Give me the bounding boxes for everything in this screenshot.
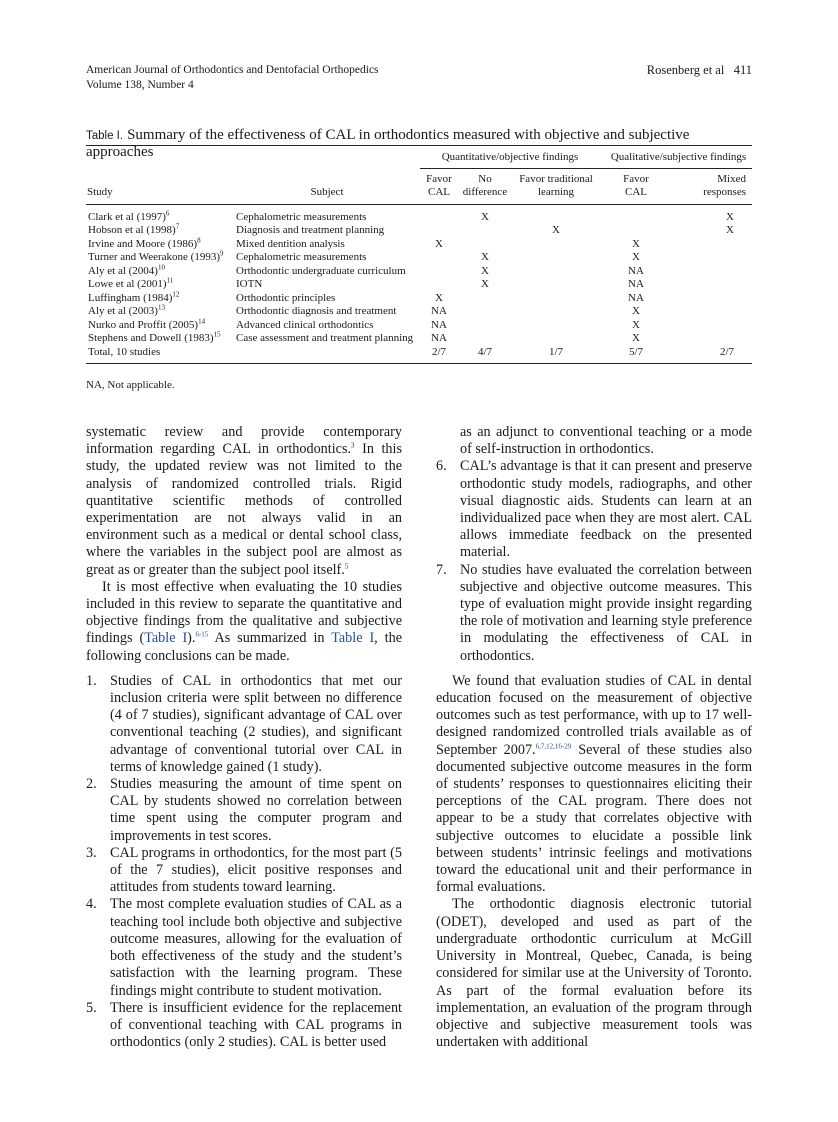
table-row [86, 251, 752, 265]
cell-study: Nurko and Proffit $(2005)^{14}$ [88, 316, 206, 331]
reference: 9 [220, 249, 224, 258]
group-header-quantitative: Quantitative/objective findings [420, 146, 600, 169]
cell-study: Lowe et al $(2001)^{11}$ [88, 276, 174, 290]
table-row [86, 238, 752, 252]
cell-subject: Advanced clinical orthodontics [236, 318, 374, 331]
cell-subject: Orthodontic undergraduate curriculum [236, 264, 406, 277]
list-number: 2. [86, 776, 97, 793]
cell-mixed [672, 251, 752, 265]
col-header-favor-traditional: Favor traditional learning [512, 168, 600, 204]
cell-mixed [672, 265, 752, 279]
table-title: Summary of the effectiveness of CAL in orthodontics measured with objective and subjective approaches [86, 127, 690, 160]
col-header-qual-favor-cal: Favor CAL [600, 168, 672, 204]
table-row [86, 265, 752, 279]
list-text: Studies measuring the amount of time spent on CAL by students showed no correlation between time spent using the computer program and improvements in test scores. [110, 776, 402, 844]
running-header-page [647, 63, 752, 78]
cell-mixed: X [726, 224, 734, 236]
list-text: CAL’s advantage is that it can present and preserve orthodontic study models, radiographs, and other visual diagnostic aids. Students can learn at an individualized pace when they are most alert. CAL allows immediate feedback on the presented material. [460, 458, 752, 561]
running-header-journal [86, 63, 379, 93]
cell-study: Hobson et al $(1998)^7$ [88, 222, 180, 236]
group-header-qualitative: Qualitative/subjective findings [600, 146, 752, 169]
cell-subject: Orthodontic principles [236, 291, 336, 304]
list-text: No studies have evaluated the correlation between subjective and objective outcome measures. This type of evaluation might provide insight regarding the role of motivation and learning style preference in modulating the effectiveness of CAL in orthodontics. [460, 561, 752, 664]
list-number: 4. [86, 896, 97, 913]
cell-study: Aly et al $(2003)^{13}$ [88, 303, 165, 317]
list-item [86, 1000, 402, 1052]
cell-study: Aly et al $(2004)^{10}$ [88, 262, 165, 277]
summary-table [86, 145, 752, 364]
cell-trad: X [552, 224, 560, 236]
cell-mixed [672, 238, 752, 252]
table-link[interactable]: Table I [331, 630, 375, 647]
cell-qfavor: X [632, 251, 640, 263]
list-text: There is insufficient evidence for the replacement of conventional teaching with CAL programs in orthodontics (only 2 studies). CAL is better used [110, 999, 402, 1051]
cell-qfavor: X [632, 332, 640, 344]
cell-qfavor: X [632, 318, 640, 331]
table-row [86, 292, 752, 306]
cell-mixed [672, 319, 752, 333]
cell-qfavor: NA [628, 291, 644, 304]
cell-nodiff [458, 224, 512, 238]
cell-mixed [672, 292, 752, 306]
col-header-mixed-responses: Mixed responses [672, 168, 752, 204]
cell-nodiff: 4/7 [458, 346, 512, 364]
table-row [86, 204, 752, 224]
col-header-favor-cal: Favor CAL [420, 168, 458, 204]
table-row [86, 278, 752, 292]
table-footnote: NA, Not applicable. [86, 379, 175, 391]
reference[interactable]: 6-15 [195, 630, 209, 639]
cell-nodiff: X [481, 251, 489, 263]
reference: 14 [198, 316, 206, 325]
cell-qfavor [600, 224, 672, 238]
reference: 5 [344, 561, 349, 570]
reference[interactable]: 6,7,12,16-29 [535, 741, 572, 750]
cell-favor: NA [431, 318, 447, 331]
cell-study: Turner and Weerakone $(1993)^9$ [88, 249, 224, 263]
cell-trad [512, 332, 600, 346]
table-link[interactable]: Table I [144, 630, 188, 647]
cell-nodiff: X [481, 264, 489, 277]
paragraph: It is most effective when evaluating the 10 studies included in this review to separate the quantitative and objective findings from the qualitative and subjective findings (Table I).$^{6-15}$ As summarized in Table I, the following conclusions can be made. [86, 578, 402, 664]
reference: 8 [197, 235, 201, 244]
cell-subject [234, 346, 420, 364]
list-number: 7. [436, 561, 447, 578]
cell-qfavor: NA [628, 278, 644, 290]
cell-favor [420, 265, 458, 279]
cell-trad [512, 319, 600, 333]
table-label: Table I. [86, 130, 124, 142]
cell-subject: IOTN [236, 278, 263, 290]
cell-mixed: X [726, 210, 734, 223]
cell-mixed [672, 332, 752, 346]
table-row [86, 305, 752, 319]
list-number: 1. [86, 672, 97, 689]
cell-study: Stephens and Dowell $(1983)^{15}$ [88, 330, 221, 344]
conclusions-list [86, 673, 402, 1051]
cell-favor [420, 224, 458, 238]
cell-subject: Mixed dentition analysis [236, 237, 345, 250]
reference: 10 [157, 262, 165, 271]
table-row [86, 332, 752, 346]
cell-favor: NA [431, 332, 447, 344]
list-number: 6. [436, 458, 447, 475]
cell-mixed: 2/7 [672, 346, 752, 364]
paragraph: systematic review and provide contemporary information regarding CAL in orthodontics.$^3$ In this study, the updated review was not limited to the analysis of randomized controlled trials. Rigid quantitative scientific methods of controlled experimentation are not always valid in an environment such as a medical or dental school class, where the variables in the subject pool are almost as great as or greater than the subject pool itself.$^5$ [86, 424, 402, 578]
cell-qfavor [600, 204, 672, 224]
list-item [86, 896, 402, 999]
cell-favor [420, 204, 458, 224]
reference: 15 [213, 330, 221, 339]
cell-qfavor: 5/7 [600, 346, 672, 364]
col-header-subject: Subject [234, 168, 420, 204]
list-text: Studies of CAL in orthodontics that met our inclusion criteria were split between no difference (4 of 7 studies), significant advantage of CAL over conventional teaching (2 studies), and significant advantage of conventional tutorial over CAL in terms of knowledge gained (1 study). [110, 672, 402, 775]
cell-mixed [672, 278, 752, 292]
paragraph: We found that evaluation studies of CAL in dental education focused on the measurement of objective outcomes such as test performance, with up to 17 well-designed randomized controlled trials available as of September 2007.$^{6,7,12,16-29}$ Several of these studies also documented subjective outcome measures in the form of students’ responses to questionnaires eliciting their perceptions of the CAL program. There does not appear to be a study that correlates objective with subjective outcomes to elucidate a possible link between students’ intrinsic feelings and motivations toward the educational unit and their performance in formal evaluations. [436, 672, 753, 896]
cell-study: Clark et al $(1997)^6$ [88, 208, 170, 223]
cell-subject: Orthodontic diagnosis and treatment [236, 305, 397, 317]
list-number: 3. [86, 844, 97, 861]
cell-trad [512, 292, 600, 306]
cell-trad [512, 305, 600, 319]
cell-nodiff [458, 238, 512, 252]
cell-nodiff: X [481, 278, 489, 290]
cell-subject: Case assessment and treatment planning [236, 332, 414, 344]
reference: 7 [175, 222, 180, 231]
cell-nodiff [458, 305, 512, 319]
reference: 6 [165, 208, 170, 217]
list-text: CAL programs in orthodontics, for the most part (5 of the 7 studies), elicit positive responses and attitudes from students toward learning. [110, 844, 402, 896]
col-header-no-difference: No difference [458, 168, 512, 204]
cell-qfavor: X [632, 305, 640, 317]
cell-study: Total, 10 studies [86, 346, 234, 364]
reference: 13 [157, 303, 165, 312]
table-row [86, 224, 752, 238]
cell-trad [512, 204, 600, 224]
list-item [436, 458, 752, 561]
journal-title: American Journal of Orthodontics and Dentofacial Orthopedics [86, 64, 379, 76]
cell-study: Irvine and Moore $(1986)^8$ [88, 235, 201, 250]
conclusions-list-cont [436, 458, 752, 664]
cell-favor: NA [431, 305, 447, 317]
list-item-continuation: as an adjunct to conventional teaching or a mode of self-instruction in orthodontics. [460, 424, 752, 458]
table-container [86, 145, 752, 364]
cell-favor [420, 278, 458, 292]
cell-subject: Cephalometric measurements [236, 251, 367, 263]
page-number: 411 [733, 63, 752, 77]
cell-trad [512, 238, 600, 252]
left-column [86, 424, 402, 1051]
table-row [86, 346, 752, 364]
list-text: The most complete evaluation studies of CAL as a teaching tool include both objective and subjective outcome measures, allowing for the evaluation of both effectiveness of the study and the student’s satisfaction with the learning program. These findings might contribute to student motivation. [110, 896, 402, 999]
list-item [86, 673, 402, 776]
cell-favor: X [435, 291, 443, 304]
cell-favor [420, 251, 458, 265]
cell-study: Luffingham $(1984)^{12}$ [88, 289, 180, 304]
list-item [436, 562, 752, 665]
list-item [86, 845, 402, 897]
cell-trad: 1/7 [512, 346, 600, 364]
cell-subject: Diagnosis and treatment planning [236, 224, 385, 236]
list-item [86, 776, 402, 845]
cell-nodiff [458, 319, 512, 333]
journal-volume: Volume 138, Number 4 [86, 79, 194, 91]
reference: 3 [351, 441, 355, 450]
cell-trad [512, 251, 600, 265]
cell-qfavor: NA [628, 264, 644, 277]
cell-nodiff [458, 332, 512, 346]
table-row [86, 319, 752, 333]
cell-nodiff: X [481, 210, 489, 223]
cell-favor: 2/7 [420, 346, 458, 364]
list-number: 5. [86, 999, 97, 1016]
cell-nodiff [458, 292, 512, 306]
author-line: Rosenberg et al [646, 63, 725, 77]
reference: 12 [172, 289, 180, 298]
paragraph: The orthodontic diagnosis electronic tutorial (ODET), developed and used as part of the undergraduate orthodontic curriculum at McGill University in Montreal, Quebec, Canada, is being considered for similar use at the University of Toronto. As part of the formal evaluation before its implementation, an evaluation of the program through objective and subjective measurement tools was undertaken with additional [436, 896, 752, 1051]
cell-subject: Cephalometric measurements [236, 210, 367, 223]
cell-favor: X [435, 237, 443, 250]
cell-trad [512, 278, 600, 292]
reference: 11 [166, 276, 174, 285]
col-header-study: Study [86, 168, 234, 204]
cell-qfavor: X [632, 237, 640, 250]
right-column [436, 424, 752, 1051]
cell-mixed [672, 305, 752, 319]
cell-trad [512, 265, 600, 279]
